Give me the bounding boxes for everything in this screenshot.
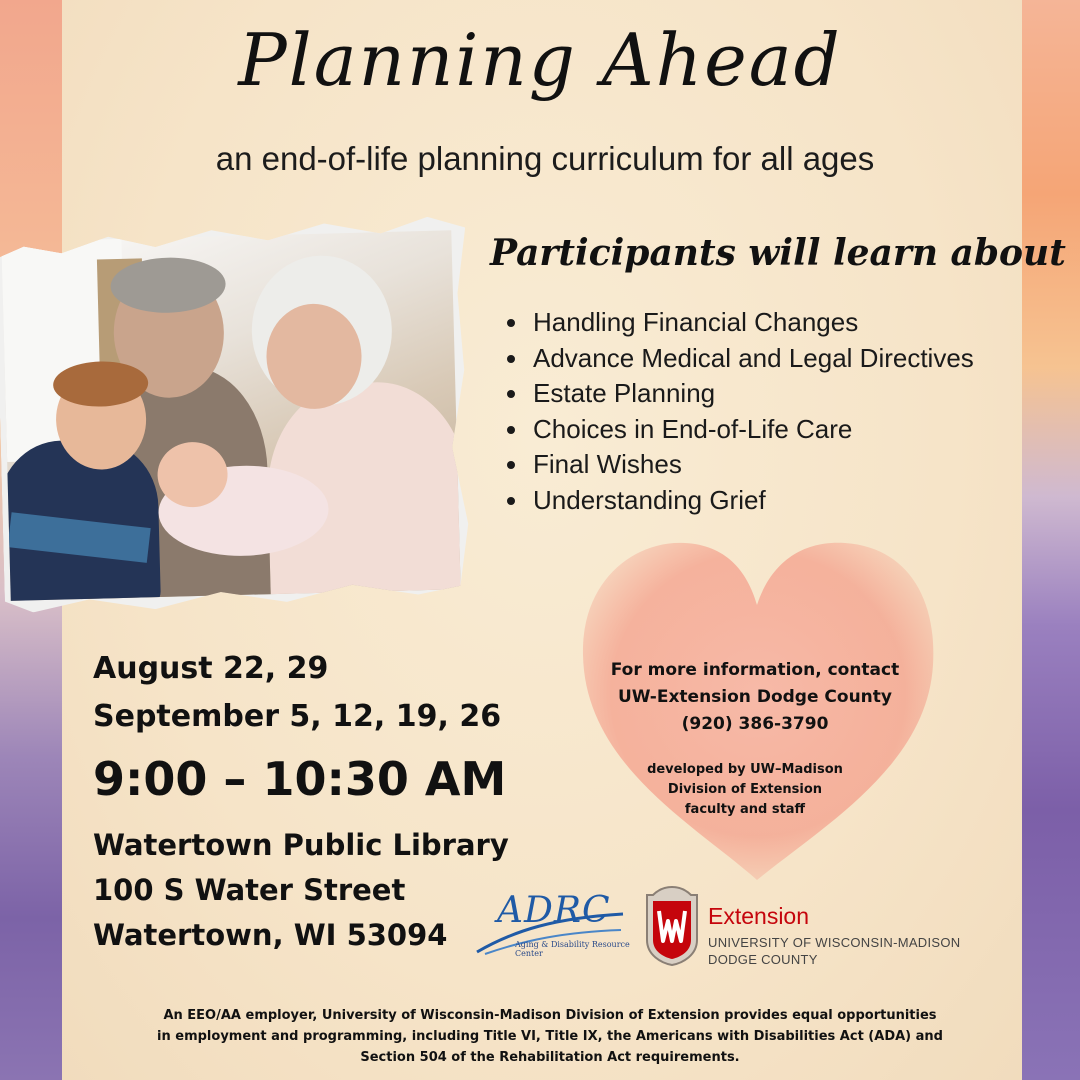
bullet-icon [507, 355, 515, 363]
list-item [505, 305, 974, 341]
venue-name: Watertown Public Library [93, 828, 509, 862]
list-item [505, 412, 974, 448]
eeo-line: An EEO/AA employer, University of Wisconsin-Madison Division of Extension provides equal opportunities [163, 1008, 937, 1023]
bullet-icon [507, 497, 515, 505]
family-photo [0, 216, 475, 613]
venue-city: Watertown, WI 53094 [93, 918, 448, 952]
list-item [505, 483, 974, 519]
venue-street: 100 S Water Street [93, 873, 406, 907]
list-item [505, 376, 974, 412]
adrc-wordmark: ADRC [497, 890, 611, 931]
eeo-line: in employment and programming, including Title VI, Title IX, the Americans with Disabilities Act (ADA) and [157, 1029, 943, 1044]
bullet-icon [507, 426, 515, 434]
session-time: 9:00 – 10:30 AM [93, 752, 507, 806]
developed-line: developed by UW–Madison [647, 762, 843, 777]
dates-august: August 22, 29 [93, 651, 329, 686]
topic-label: Understanding Grief [533, 484, 766, 515]
session-dates [93, 645, 501, 741]
bullet-icon [507, 319, 515, 327]
eeo-line: Section 504 of the Rehabilitation Act requirements. [360, 1050, 740, 1065]
topic-label: Estate Planning [533, 378, 716, 408]
contact-phone: (920) 386-3790 [681, 714, 829, 734]
adrc-subtitle: Aging & Disability Resource Center [515, 940, 630, 958]
topic-label: Choices in End-of-Life Care [533, 413, 853, 444]
developed-line: Division of Extension [667, 782, 823, 797]
contact-intro: For more information, contact [610, 660, 900, 680]
photo-image [1, 230, 460, 601]
learn-heading: Participants will learn about [490, 232, 1066, 274]
eeo-statement [90, 1005, 1010, 1068]
flyer-title: Planning Ahead [238, 18, 842, 102]
topic-label: Final Wishes [533, 449, 682, 479]
contact-org: UW-Extension Dodge County [618, 687, 892, 707]
list-item [505, 447, 974, 483]
dates-september: September 5, 12, 19, 26 [93, 699, 502, 734]
extension-university: UNIVERSITY OF WISCONSIN-MADISON [708, 935, 961, 950]
list-item [505, 341, 974, 377]
extension-county: DODGE COUNTY [708, 952, 818, 967]
developed-by [590, 760, 900, 820]
flyer-subtitle: an end-of-life planning curriculum for all ages [215, 140, 875, 177]
bullet-icon [507, 390, 515, 398]
extension-wordmark: Extension [708, 903, 810, 929]
contact-info [590, 657, 920, 738]
bullet-icon [507, 461, 515, 469]
uw-crest-icon [643, 885, 701, 967]
developed-line: faculty and staff [684, 802, 806, 817]
venue-address [93, 823, 509, 958]
topic-label: Advance Medical and Legal Directives [533, 342, 974, 373]
topic-label: Handling Financial Changes [533, 307, 859, 337]
topics-list [505, 305, 974, 518]
adrc-logo [475, 890, 635, 960]
